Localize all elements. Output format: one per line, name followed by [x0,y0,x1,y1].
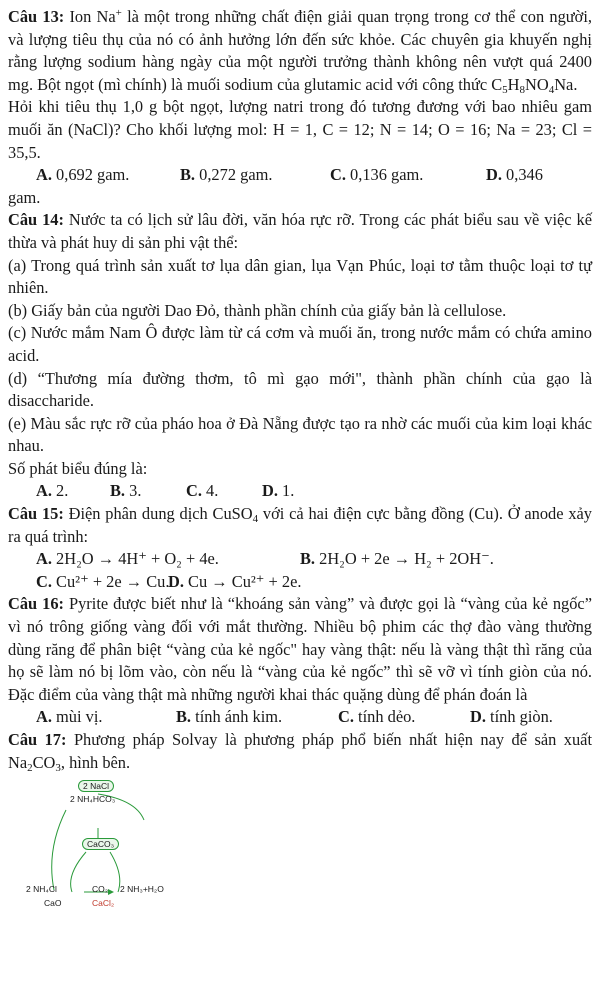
q14-option-c[interactable] [186,480,218,503]
node-cacl2: CaCl₂ [92,898,115,909]
option-key: B. [180,165,196,185]
question-17 [8,729,592,774]
q14-statement-b: (b) Giấy bản của người Dao Đỏ, thành phần chính của giấy bản là cellulose. [8,300,507,320]
node-nh4hco3: 2 NH₄HCO₃ [70,794,116,805]
formula-part: H [507,74,520,94]
arrow-line [110,852,120,892]
q13-options [8,164,592,187]
q13-option-a[interactable] [36,164,129,187]
q14-intro: Nước ta có lịch sử lâu đời, văn hóa rực rỡ. Trong các phát biểu sau về việc kế thừa và phát huy di sản phi vật thể: [8,210,592,252]
q15-text-b: với cả hai điện cực bằng đồng (Cu). Ở anode xảy ra quá trình: [8,504,592,546]
q15-option-d[interactable] [168,571,301,594]
option-text: Cu²⁺ + 2e → Cu. [56,571,170,591]
question-13 [8,6,592,96]
question-16 [8,593,592,706]
question-14 [8,209,592,254]
question-15-label: Câu 15: [8,504,64,524]
q13-question-text: Hỏi khi tiêu thụ 1,0 g bột ngọt, lượng natri trong đó tương đương với bao nhiêu gam muối ăn (NaCl)? Cho khối lượng mol: H = 1, C = 12; N = 14; O = 16; Na = 23; Cl = 35,5. [8,97,592,162]
option-key: C. [186,481,202,501]
question-17-label: Câu 17: [8,730,67,749]
q16-option-a[interactable] [36,706,103,729]
q14-option-d[interactable] [262,480,294,503]
q17-text-b: , hình bên. [60,752,131,772]
formula-sub: 2 [27,761,33,774]
option-key: A. [36,707,52,727]
formula-part: Na. [554,74,578,94]
q13-option-b[interactable] [180,164,272,187]
option-text: Cu → Cu²⁺ + 2e. [188,571,302,591]
option-text: 2H₂O → 4H⁺ + O₂ + 4e. [56,549,219,569]
option-key: B. [176,707,192,727]
formula-sub: 4 [548,83,555,96]
q15-option-b[interactable] [300,548,494,571]
option-text: tính dẻo. [358,707,416,727]
option-key: A. [36,481,52,501]
question-13-label: Câu 13: [8,7,65,26]
q15-option-a[interactable] [36,548,219,571]
option-text: 3. [129,481,142,501]
option-key: B. [110,481,126,501]
option-text: 0,136 gam. [350,165,424,185]
formula-part: NO [525,74,549,94]
q15-text-a: Điện phân dung dịch CuSO [68,504,253,524]
option-text: 1. [282,481,295,501]
arrow-line [71,852,86,892]
q14-statement-e: (e) Màu sắc rực rỡ của pháo hoa ở Đà Nẵng được tạo ra nhờ các muối của kim loại khác nhau. [8,413,592,456]
q16-text: Pyrite được biết như là “khoáng sản vàng” và được gọi là “vàng của kẻ ngốc” vì nó trông giống vàng đối với mắt thường. Nhiều bộ phim các thợ đào vàng thường dùng răng để phân biệt “vàng của kẻ ngốc" hay vàng thật: nếu là vàng thật thì răng của họ sẽ làm nó bị lõm vào, còn nếu là “vàng của kẻ ngốc” thì sẽ vỡ vì tính giòn của nó. Đặc điểm của vàng thật mà những người khai thác quặng dùng để phán đoán là [8,594,592,704]
formula-sub: 3 [55,761,61,774]
option-text: 0,346 [506,165,543,185]
option-key: A. [36,165,52,185]
node-caco3: CaCO₃ [82,838,119,850]
q13-option-c[interactable] [330,164,423,187]
node-nh4cl: 2 NH₄Cl [26,884,57,895]
question-15 [8,503,592,548]
option-text: 2H₂O + 2e → H₂ + 2OH⁻. [319,549,494,569]
q13-text-b: là một trong những chất điện giải quan trọng trong cơ thể con người, và lượng tiêu thụ của nó có ảnh hưởng lớn đến sức khỏe. Các chuyên gia khuyến nghị rằng lượng sodium hàng ngày của một người trưởng thành không nên vượt quá 2400 mg. Bột ngọt (mì chính) là muối sodium của glutamic acid với công thức C [8,7,592,94]
arrow-head [108,889,114,895]
q16-option-b[interactable] [176,706,282,729]
q16-options [8,706,592,729]
option-text: 2. [56,481,69,501]
question-14-label: Câu 14: [8,210,64,230]
q14-option-a[interactable] [36,480,68,503]
q13-sup: + [115,7,122,19]
q13-option-d[interactable] [486,164,543,187]
q17-text-a: Phương pháp Solvay là phương pháp phổ biến nhất hiện nay để sản xuất Na [8,730,592,772]
q16-option-d[interactable] [470,706,553,729]
option-text: 0,692 gam. [56,165,130,185]
q14-option-b[interactable] [110,480,141,503]
q14-options [8,480,592,503]
formula-sub: 5 [502,83,508,96]
q14-ask: Số phát biểu đúng là: [8,458,148,478]
q13-text-a: Ion Na [69,7,116,26]
solvay-diagram [26,780,166,910]
option-key: C. [330,165,346,185]
question-16-label: Câu 16: [8,594,64,614]
q15-options-row1 [8,548,592,571]
option-key: D. [486,165,502,185]
q14-statement-c: (c) Nước mắm Nam Ô được làm từ cá cơm và muối ăn, trong nước mắm có chứa amino acid. [8,323,592,365]
formula-sub: 4 [252,513,259,526]
node-co2: CO₂ [92,884,109,895]
node-nh3-h2o: 2 NH₃+H₂O [120,884,164,895]
q15-options-row2 [8,571,592,594]
option-key: D. [470,707,486,727]
option-text: 4. [206,481,219,501]
arrow-line [52,810,66,890]
q16-option-c[interactable] [338,706,415,729]
formula-sub: 8 [519,83,526,96]
node-nacl: 2 NaCl [78,780,114,792]
q14-statement-a: (a) Trong quá trình sản xuất tơ lụa dân gian, lụa Vạn Phúc, loại tơ tằm thuộc loại tơ tự nhiên. [8,255,592,298]
q14-statement-d: (d) “Thương mía đường thơm, tô mì gạo mới", thành phần chính của gạo là disaccharide. [8,368,592,411]
option-text: tính giòn. [490,707,553,727]
option-key: D. [168,571,184,591]
option-text: 0,272 gam. [199,165,273,185]
q13-option-d-tail: gam. [8,187,41,207]
option-text: mùi vị. [56,707,103,727]
node-cao: CaO [44,898,62,909]
option-key: B. [300,549,316,569]
q15-option-c[interactable] [36,571,169,594]
option-text: tính ánh kim. [195,707,283,727]
formula-part: CO [32,752,56,772]
option-key: C. [36,571,52,591]
option-key: D. [262,481,278,501]
option-key: C. [338,707,354,727]
option-key: A. [36,549,52,569]
